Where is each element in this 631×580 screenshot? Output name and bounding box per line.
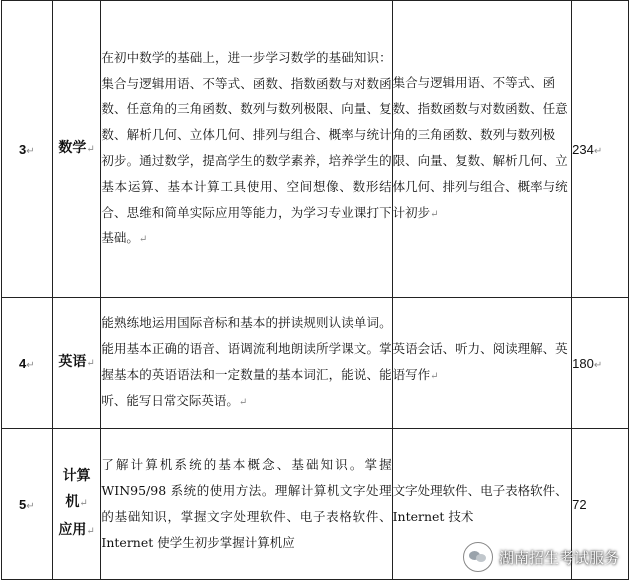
subject-cell [52, 298, 101, 429]
content-cell [392, 298, 572, 429]
table-row [2, 1, 629, 298]
row-number: 4 [19, 355, 27, 371]
goal-cell [101, 1, 392, 298]
paragraph-mark: ↵ [430, 209, 439, 220]
paragraph-mark: ↵ [86, 358, 95, 369]
paragraph-mark: ↵ [238, 396, 248, 408]
row-number: 5 [19, 496, 27, 512]
class-hours: 72 [572, 496, 587, 512]
hours-cell [572, 298, 629, 429]
subject-cell [52, 429, 101, 580]
subject-name: 数学 [58, 140, 87, 156]
paragraph-mark: ↵ [86, 526, 95, 537]
paragraph-mark: ↵ [430, 371, 439, 382]
class-hours: 180 [572, 355, 594, 371]
wechat-icon [463, 542, 493, 572]
subject-name: 英语 [58, 354, 87, 370]
row-number: 3 [19, 141, 27, 157]
paragraph-mark: ↵ [593, 145, 603, 157]
row-number-cell [2, 298, 53, 429]
curriculum-table [1, 0, 629, 580]
row-number-cell [2, 429, 53, 580]
subject-line: 机↵ [65, 494, 88, 510]
paragraph-mark: ↵ [26, 359, 35, 371]
paragraph-mark: ↵ [593, 359, 603, 371]
goal-cell [101, 298, 392, 429]
subject-line: 计算 [62, 468, 91, 484]
paragraph-mark: ↵ [79, 498, 88, 509]
subject-cell [52, 1, 101, 298]
watermark [463, 542, 619, 572]
course-content: 集合与逻辑用语、不等式、函数、指数函数与对数函数、任意角的三角函数、数列与数列极限、向量、复数、解析几何、立体几何、排列与组合、概率与统计初步 [392, 75, 568, 220]
goal-cell [101, 429, 392, 580]
watermark-text: 湖南招生考试服务 [498, 548, 619, 567]
content-cell [392, 1, 572, 298]
row-number-cell [2, 1, 53, 298]
paragraph-mark: ↵ [138, 234, 148, 246]
course-content: 英语会话、听力、阅读理解、英语写作 [392, 341, 568, 382]
paragraph-mark: ↵ [86, 144, 95, 155]
paragraph-mark: ↵ [26, 500, 35, 512]
class-hours: 234 [572, 141, 594, 157]
course-goal: 在初中数学的基础上，进一步学习数学的基础知识：集合与逻辑用语、不等式、函数、指数函数与对数函数、任意角的三角函数、数列与数列极限、向量、复数、解析几何、立体几何、排列与组合、概率与统计初步。通过数学，提高学生的数学素养，培养学生的基本运算、基本计算工具使用、空间想像、数形结合、思维和简单实际应用等能力，为学习专业课打下基础。 [101, 49, 392, 246]
subject-line: 应用↵ [58, 522, 95, 538]
course-content: 文字处理软件、电子表格软件、Internet 技术 [392, 483, 568, 524]
course-goal: 能熟练地运用国际音标和基本的拼读规则认读单词。能用基本正确的语音、语调流利地朗读所学课文。掌握基本的英语语法和一定数量的基本词汇，能说、能听、能写日常交际英语。 [101, 315, 392, 408]
course-goal: 了解计算机系统的基本概念、基础知识。掌握WIN95/98 系统的使用方法。理解计算机文字处理的基础知识，掌握文字处理软件、电子表格软件、Internet 使学生初步掌握计算机应 [101, 457, 392, 550]
table-row [2, 298, 629, 429]
paragraph-mark: ↵ [26, 145, 35, 157]
hours-cell [572, 1, 629, 298]
